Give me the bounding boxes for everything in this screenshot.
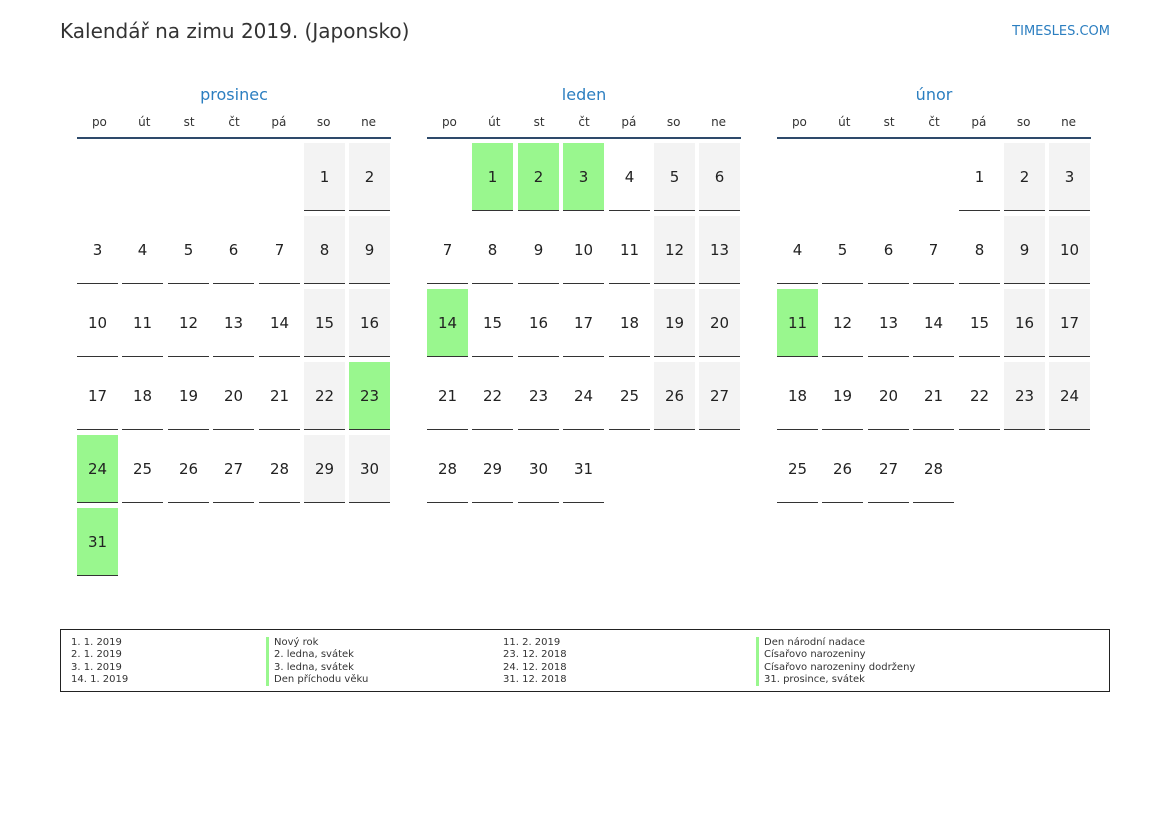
calendar-day[interactable]: 3 — [77, 216, 118, 284]
calendar-day[interactable]: 11 — [122, 289, 163, 357]
legend-dates-left — [71, 637, 128, 686]
weekday-label: pá — [621, 115, 637, 129]
legend-holiday-name: 2. ledna, svátek — [266, 649, 368, 661]
calendar-day[interactable]: 5 — [822, 216, 863, 284]
weekday-label: so — [316, 115, 331, 129]
calendar-day[interactable]: 9 — [1004, 216, 1045, 284]
weekday-header — [77, 115, 391, 139]
weekday-header — [777, 115, 1091, 139]
calendar-day[interactable]: 11 — [609, 216, 650, 284]
calendar-day[interactable]: 27 — [213, 435, 254, 503]
legend-holiday-name: Císařovo narozeniny — [756, 649, 915, 661]
calendar-day[interactable]: 7 — [259, 216, 300, 284]
weekday-label: pá — [271, 115, 287, 129]
day-grid — [77, 143, 391, 581]
calendar-day[interactable]: 4 — [122, 216, 163, 284]
calendar-day[interactable]: 10 — [563, 216, 604, 284]
calendar-day[interactable]: 20 — [699, 289, 740, 357]
calendar-day[interactable]: 13 — [213, 289, 254, 357]
calendar-day[interactable]: 19 — [168, 362, 209, 430]
weekday-label: pá — [971, 115, 987, 129]
calendar-day[interactable]: 18 — [122, 362, 163, 430]
day-grid — [427, 143, 741, 508]
calendar-day[interactable]: 20 — [213, 362, 254, 430]
holiday-legend — [60, 629, 1110, 692]
calendar-day[interactable]: 3 — [563, 143, 604, 211]
weekday-label: st — [883, 115, 895, 129]
calendar-day[interactable]: 29 — [472, 435, 513, 503]
month-title: únor — [915, 85, 953, 104]
calendar-day[interactable]: 25 — [609, 362, 650, 430]
weekday-label: ne — [361, 115, 377, 129]
calendar-day[interactable]: 4 — [777, 216, 818, 284]
legend-holiday-name: Císařovo narozeniny dodrženy — [756, 662, 915, 674]
calendar-day[interactable]: 8 — [304, 216, 345, 284]
month-title: prosinec — [200, 85, 268, 104]
legend-date: 23. 12. 2018 — [503, 649, 567, 661]
legend-date: 14. 1. 2019 — [71, 673, 129, 685]
legend-date: 2. 1. 2019 — [71, 649, 122, 661]
calendar-day[interactable]: 1 — [959, 143, 1000, 211]
calendar-day[interactable]: 15 — [959, 289, 1000, 357]
month-calendar — [77, 84, 391, 581]
calendar-day[interactable]: 2 — [1004, 143, 1045, 211]
calendar-day[interactable]: 13 — [699, 216, 740, 284]
calendar-day[interactable]: 19 — [822, 362, 863, 430]
page-title: Kalendář na zimu 2019. (Japonsko) — [60, 19, 410, 43]
calendar-day[interactable]: 12 — [168, 289, 209, 357]
month-calendar — [427, 84, 741, 508]
calendar-day[interactable]: 24 — [1049, 362, 1090, 430]
calendar-day[interactable]: 16 — [349, 289, 390, 357]
calendar-day[interactable]: 28 — [259, 435, 300, 503]
legend-date: 11. 2. 2019 — [503, 637, 561, 648]
calendar-day[interactable]: 6 — [868, 216, 909, 284]
calendar-day[interactable]: 17 — [563, 289, 604, 357]
calendar-day[interactable]: 8 — [959, 216, 1000, 284]
calendar-day[interactable]: 14 — [913, 289, 954, 357]
calendar-day[interactable]: 19 — [654, 289, 695, 357]
legend-names-right — [756, 637, 915, 686]
legend-holiday-name: Nový rok — [266, 637, 368, 649]
weekday-header — [427, 115, 741, 139]
calendar-day[interactable]: 6 — [699, 143, 740, 211]
calendar-day[interactable]: 14 — [259, 289, 300, 357]
calendar-day[interactable]: 26 — [168, 435, 209, 503]
calendar-day[interactable]: 21 — [913, 362, 954, 430]
weekday-label: čt — [228, 115, 240, 129]
calendar-day[interactable]: 24 — [563, 362, 604, 430]
calendar-day[interactable]: 4 — [609, 143, 650, 211]
calendar-day[interactable]: 26 — [822, 435, 863, 503]
calendar-day[interactable]: 5 — [168, 216, 209, 284]
calendar-day[interactable]: 22 — [304, 362, 345, 430]
weekday-label: út — [838, 115, 851, 129]
weekday-label: čt — [578, 115, 590, 129]
weekday-label: út — [138, 115, 151, 129]
calendar-day[interactable]: 17 — [1049, 289, 1090, 357]
weekday-label: čt — [928, 115, 940, 129]
calendar-day[interactable]: 22 — [472, 362, 513, 430]
legend-holiday-name: Den národní nadace — [756, 637, 915, 649]
calendar-day[interactable]: 28 — [913, 435, 954, 503]
calendar-day[interactable]: 23 — [518, 362, 559, 430]
calendar-day[interactable]: 25 — [122, 435, 163, 503]
weekday-label: st — [533, 115, 545, 129]
calendar-day[interactable]: 11 — [777, 289, 818, 357]
weekday-label: ne — [711, 115, 727, 129]
month-calendar — [777, 84, 1091, 508]
calendar-day[interactable]: 17 — [77, 362, 118, 430]
calendar-day[interactable]: 31 — [563, 435, 604, 503]
calendar-day[interactable]: 2 — [518, 143, 559, 211]
calendar-day[interactable]: 16 — [1004, 289, 1045, 357]
calendar-day[interactable]: 30 — [349, 435, 390, 503]
legend-date: 31. 12. 2018 — [503, 673, 567, 685]
calendar-day[interactable]: 6 — [213, 216, 254, 284]
weekday-label: po — [441, 115, 457, 129]
legend-date: 3. 1. 2019 — [71, 661, 122, 673]
calendar-day[interactable]: 5 — [654, 143, 695, 211]
calendar-day[interactable]: 29 — [304, 435, 345, 503]
weekday-label: ne — [1061, 115, 1077, 129]
calendar-day[interactable]: 10 — [77, 289, 118, 357]
calendar-day[interactable]: 24 — [77, 435, 118, 503]
calendar-day[interactable]: 25 — [777, 435, 818, 503]
weekday-label: so — [666, 115, 681, 129]
calendar-day[interactable]: 9 — [518, 216, 559, 284]
legend-holiday-name: 3. ledna, svátek — [266, 662, 368, 674]
calendar-day[interactable]: 16 — [518, 289, 559, 357]
calendar-day[interactable]: 31 — [77, 508, 118, 576]
calendar-day[interactable]: 8 — [472, 216, 513, 284]
calendar-day[interactable]: 20 — [868, 362, 909, 430]
calendar-day[interactable]: 2 — [349, 143, 390, 211]
calendar-day[interactable]: 7 — [427, 216, 468, 284]
month-title: leden — [561, 85, 607, 104]
calendar-day[interactable]: 23 — [1004, 362, 1045, 430]
calendar-day[interactable]: 22 — [959, 362, 1000, 430]
calendar-day[interactable]: 14 — [427, 289, 468, 357]
weekday-label: st — [183, 115, 195, 129]
calendar-day[interactable]: 7 — [913, 216, 954, 284]
calendar-day[interactable]: 30 — [518, 435, 559, 503]
calendar-day[interactable]: 21 — [427, 362, 468, 430]
legend-holiday-name: 31. prosince, svátek — [756, 674, 915, 686]
legend-holiday-name: Den příchodu věku — [266, 674, 368, 686]
legend-names-left — [266, 637, 368, 686]
weekday-label: po — [791, 115, 807, 129]
calendar-day[interactable]: 21 — [259, 362, 300, 430]
site-link[interactable]: TIMESLES.COM — [1012, 24, 1110, 39]
calendar-day[interactable]: 13 — [868, 289, 909, 357]
calendar-day[interactable]: 15 — [304, 289, 345, 357]
calendar-day[interactable]: 1 — [472, 143, 513, 211]
calendar-day[interactable]: 15 — [472, 289, 513, 357]
weekday-label: út — [488, 115, 501, 129]
calendar-day[interactable]: 9 — [349, 216, 390, 284]
calendar-day[interactable]: 18 — [777, 362, 818, 430]
calendar-day[interactable]: 23 — [349, 362, 390, 430]
calendar-day[interactable]: 28 — [427, 435, 468, 503]
calendar-day[interactable]: 1 — [304, 143, 345, 211]
calendar-day[interactable]: 12 — [822, 289, 863, 357]
legend-dates-right — [503, 637, 567, 686]
calendar-day[interactable]: 10 — [1049, 216, 1090, 284]
calendar-day[interactable]: 12 — [654, 216, 695, 284]
weekday-label: so — [1016, 115, 1031, 129]
calendar-day[interactable]: 27 — [699, 362, 740, 430]
calendar-day[interactable]: 27 — [868, 435, 909, 503]
legend-date: 24. 12. 2018 — [503, 661, 567, 673]
calendar-day[interactable]: 3 — [1049, 143, 1090, 211]
calendar-day[interactable]: 18 — [609, 289, 650, 357]
day-grid — [777, 143, 1091, 508]
legend-date: 1. 1. 2019 — [71, 637, 122, 648]
calendar-day[interactable]: 26 — [654, 362, 695, 430]
weekday-label: po — [91, 115, 107, 129]
